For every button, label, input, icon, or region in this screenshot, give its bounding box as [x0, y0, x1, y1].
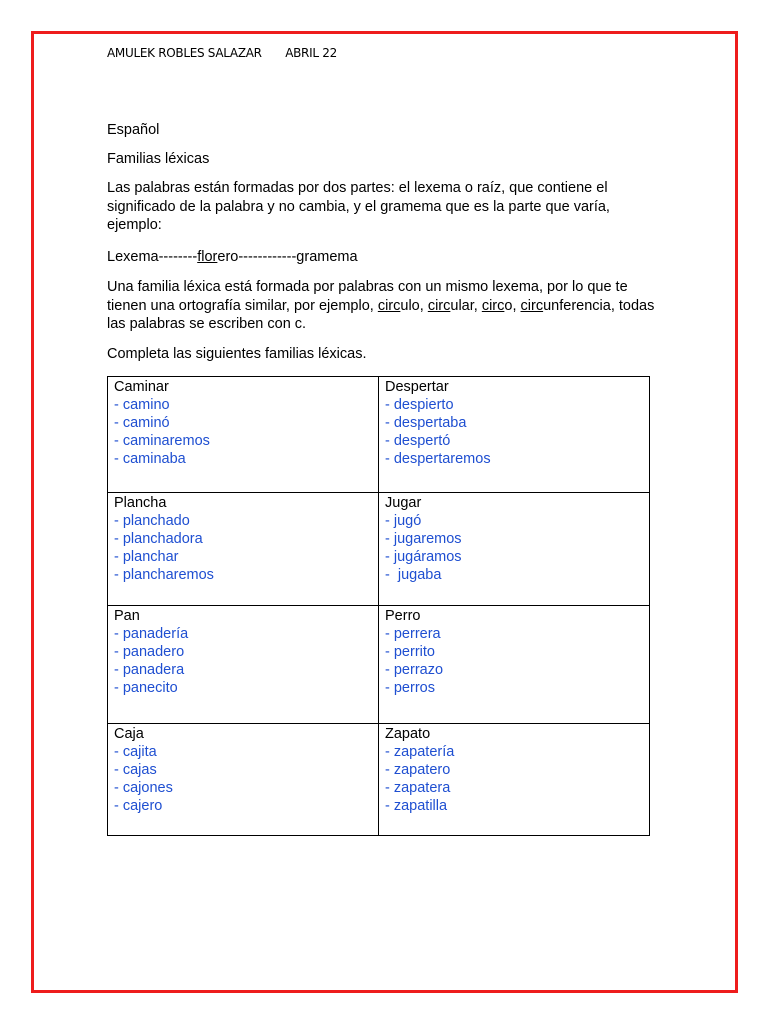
- table-cell: [379, 377, 650, 493]
- family-word: - caminaba: [114, 451, 186, 467]
- family-word: - camino: [114, 397, 170, 413]
- family-word: - jugó: [385, 513, 422, 529]
- family-word: - jugáramos: [385, 549, 462, 565]
- example-root: circ: [377, 297, 401, 314]
- family-word: - zapatera: [385, 780, 451, 796]
- family-word: - despertaremos: [385, 451, 491, 467]
- family-head: Jugar: [385, 495, 422, 511]
- family-word: - panadero: [114, 644, 185, 660]
- family-word: - cajita: [114, 744, 157, 760]
- table-cell: [108, 724, 379, 836]
- family-word: - panadera: [114, 662, 185, 678]
- table-row: [108, 724, 650, 836]
- lexema-root: flor: [197, 249, 218, 265]
- family-word: - caminó: [114, 415, 170, 431]
- example-root: circ: [520, 297, 544, 314]
- separator: ,: [473, 297, 482, 314]
- topic-title: Familias léxicas: [107, 151, 210, 167]
- family-head: Plancha: [114, 495, 167, 511]
- instruction-text: Completa las siguientes familias léxicas.: [107, 346, 367, 362]
- example-rest: ular: [450, 297, 474, 314]
- example-rest: unferencia: [543, 297, 611, 314]
- example-root: circ: [427, 297, 451, 314]
- family-head: Zapato: [385, 726, 431, 742]
- document-header: [107, 46, 337, 60]
- lexema-label: Lexema--------: [107, 249, 198, 265]
- table-cell: [108, 377, 379, 493]
- family-word: - cajas: [114, 762, 157, 778]
- lexema-dashes: ------------: [238, 249, 297, 265]
- family-word: - zapatilla: [385, 798, 448, 814]
- example-rest: o: [504, 297, 513, 314]
- family-word: - despertó: [385, 433, 451, 449]
- family-text: Una familia léxica está formada por palabras con un mismo lexema, por lo que te tienen una ortografía similar, por ejemplo,: [107, 279, 628, 314]
- family-head: Pan: [114, 608, 140, 624]
- table-cell: [379, 724, 650, 836]
- family-word: - perrera: [385, 626, 441, 642]
- lexical-families-table: [107, 376, 650, 836]
- table-row: [108, 377, 650, 493]
- lexema-example: [107, 248, 655, 267]
- family-word: - planchadora: [114, 531, 203, 547]
- example-rest: ulo: [400, 297, 420, 314]
- student-name: AMULEK ROBLES SALAZAR: [107, 46, 262, 60]
- family-word: - panadería: [114, 626, 189, 642]
- family-head: Caja: [114, 726, 144, 742]
- family-word: - despierto: [385, 397, 454, 413]
- intro-paragraph: Las palabras están formadas por dos partes: el lexema o raíz, que contiene el significado de la palabra y no cambia, y el gramema que es la parte que varía, ejemplo:: [107, 180, 610, 233]
- family-word: - panecito: [114, 680, 178, 696]
- table-row: [108, 493, 650, 606]
- family-word: - planchado: [114, 513, 190, 529]
- family-word: - jugaremos: [385, 531, 462, 547]
- separator: ,: [419, 297, 428, 314]
- gramema-label: gramema: [296, 249, 358, 265]
- table-cell: [379, 606, 650, 724]
- family-head: Perro: [385, 608, 421, 624]
- separator: ,: [512, 297, 521, 314]
- table-cell: [379, 493, 650, 606]
- example-root: circ: [481, 297, 505, 314]
- subject-heading: Español: [107, 122, 160, 138]
- family-word: - despertaba: [385, 415, 467, 431]
- family-word: - cajero: [114, 798, 163, 814]
- family-word: - perrazo: [385, 662, 444, 678]
- table-cell: [108, 606, 379, 724]
- family-word: - zapatería: [385, 744, 455, 760]
- family-word: - cajones: [114, 780, 173, 796]
- document-date: ABRIL 22: [285, 46, 337, 60]
- family-paragraph: [107, 278, 655, 334]
- family-word: - perrito: [385, 644, 435, 660]
- lexema-suffix: ero: [217, 249, 239, 265]
- table-row: [108, 606, 650, 724]
- family-word: - plancharemos: [114, 567, 214, 583]
- family-word: - caminaremos: [114, 433, 210, 449]
- family-word: - zapatero: [385, 762, 451, 778]
- family-word: - perros: [385, 680, 435, 696]
- family-head: Despertar: [385, 379, 449, 395]
- family-head: Caminar: [114, 379, 169, 395]
- family-word: - planchar: [114, 549, 179, 565]
- table-cell: [108, 493, 379, 606]
- family-word: - jugaba: [385, 567, 442, 583]
- family-text: , todas las palabras se escriben con c.: [107, 297, 655, 332]
